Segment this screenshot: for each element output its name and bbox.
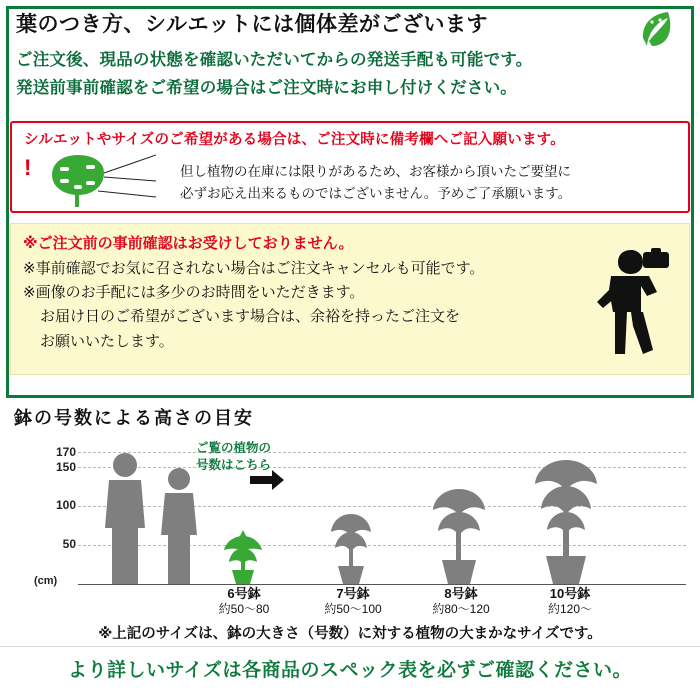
leaf-icon: [634, 8, 678, 52]
adult-male-figure: [98, 452, 152, 584]
caption-6go: [206, 586, 282, 617]
ytick-170: 170: [55, 445, 76, 459]
chart-plot-area: [0, 434, 700, 617]
red-body-line-2: 必ずお応え出来るものではございません。予めご了承願います。: [180, 185, 572, 201]
yellow-line-5: お願いいたします。: [40, 332, 174, 350]
caption-7go-label: 7号鉢: [336, 586, 370, 601]
plant-6go: [212, 524, 274, 584]
gridline-170: [78, 452, 686, 453]
caption-6go-label: 6号鉢: [227, 586, 261, 601]
plant-8go: [420, 486, 498, 584]
callout-line-2: 号数はこちら: [196, 457, 272, 472]
top-notice-block: [0, 0, 700, 111]
photographer-icon: [591, 246, 683, 358]
caption-8go-range: 約80〜120: [432, 602, 490, 617]
caption-8go-label: 8号鉢: [444, 586, 478, 601]
chart-title: 鉢の号数による高さの目安: [14, 408, 254, 428]
caption-6go-range: 約50〜80: [218, 602, 270, 617]
yellow-line-3: ※画像のお手配には多少のお時間をいただきます。: [23, 283, 365, 301]
callout-arrow-icon: [250, 470, 284, 496]
exclamation-icon: !: [24, 155, 32, 181]
ytick-150: 150: [55, 460, 76, 474]
caption-10go-range: 約120〜: [547, 602, 593, 617]
page-title: 葉のつき方、シルエットには個体差がございます: [16, 13, 489, 36]
caption-7go: [312, 586, 394, 617]
adult-female-figure: [156, 467, 202, 584]
chart-callout: [196, 440, 271, 474]
red-notice-title: シルエットやサイズのご希望がある場合は、ご注文時に備考欄へご記入願います。: [24, 132, 565, 149]
footer-emphasis: より詳しいサイズは各商品のスペック表を必ずご確認ください。: [68, 660, 632, 681]
caption-8go: [418, 586, 504, 617]
lead-line-1: ご注文後、現品の状態を確認いただいてからの発送手配も可能です。: [16, 51, 533, 70]
caption-10go-label: 10号鉢: [549, 586, 591, 601]
caption-10go: [524, 586, 616, 617]
yellow-line-1: ※ご注文前の事前確認はお受けしておりません。: [23, 235, 354, 253]
ytick-50: 50: [62, 537, 76, 551]
plant-10go: [520, 458, 612, 584]
footer-note: ※上記のサイズは、鉢の大きさ（号数）に対する植物の大まかなサイズです。: [98, 626, 602, 642]
chart-baseline: [78, 584, 686, 585]
red-notice-body: [180, 161, 678, 204]
ytick-100: 100: [55, 498, 76, 512]
plant-7go: [318, 510, 384, 584]
caption-7go-range: 約50〜100: [324, 602, 382, 617]
height-guide-chart: [0, 404, 700, 619]
callout-line-1: ご覧の植物の: [196, 441, 272, 455]
yellow-notice-box: [10, 223, 690, 375]
red-notice-box: [10, 121, 690, 213]
yellow-line-2: ※事前確認でお気に召されない場合はご注文キャンセルも可能です。: [23, 259, 485, 277]
yellow-line-4: お届け日のご希望がございます場合は、余裕を持ったご注文を: [40, 308, 461, 326]
red-body-line-1: 但し植物の在庫には限りがあるため、お客様から頂いたご要望に: [180, 164, 571, 180]
lead-line-2: 発送前事前確認をご希望の場合はご注文時にお申し付けください。: [16, 78, 517, 97]
y-axis-unit: (cm): [34, 575, 58, 587]
monstera-plant-icon: [38, 151, 156, 209]
footer-divider: [0, 646, 700, 647]
